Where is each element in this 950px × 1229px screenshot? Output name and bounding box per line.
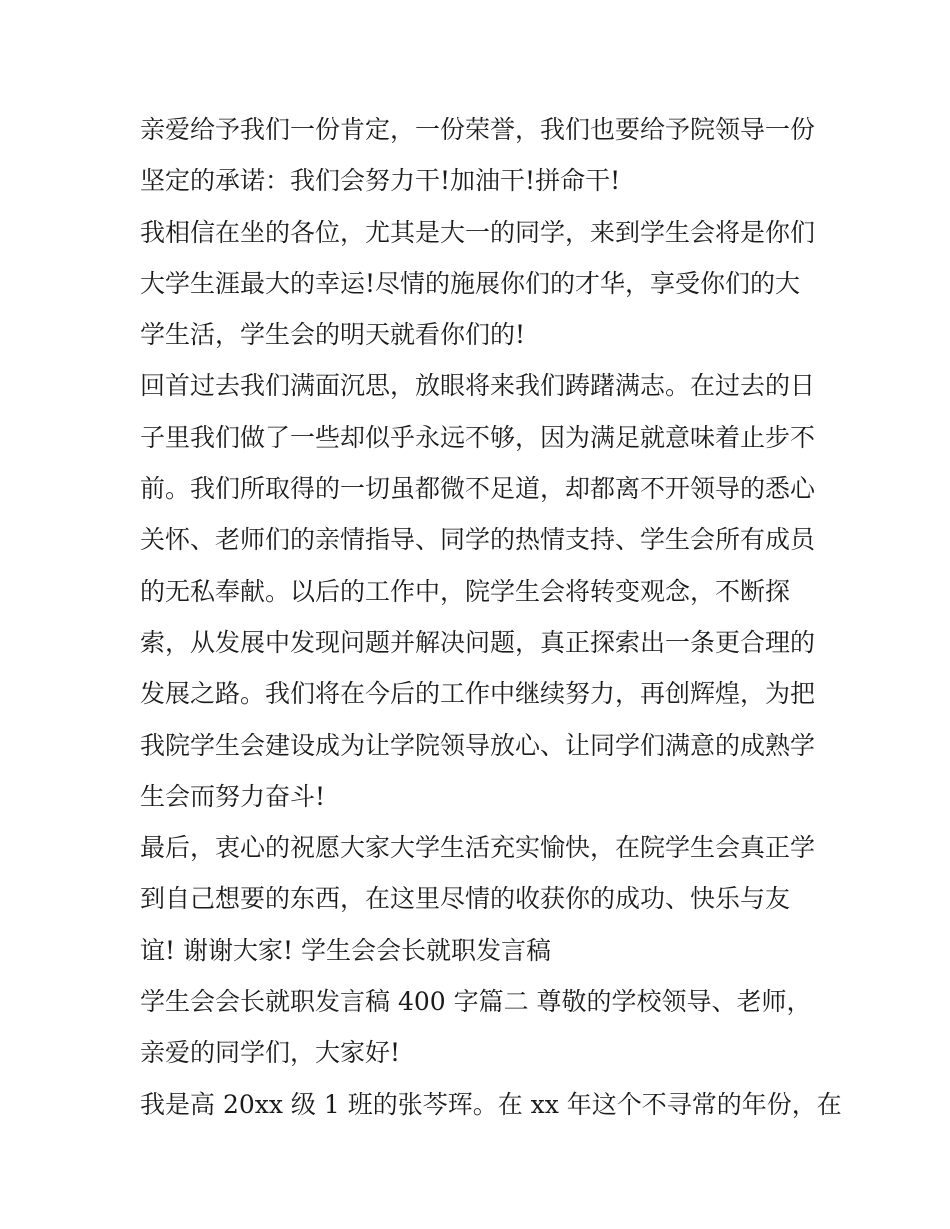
text-line: 我相信在坐的各位，尤其是大一的同学，来到学生会将是你们 xyxy=(140,217,816,247)
text-line: 我院学生会建设成为让学院领导放心、让同学们满意的成熟学 xyxy=(140,730,816,760)
text-line: 亲爱的同学们，大家好! xyxy=(140,1038,401,1068)
text-line: 索，从发展中发现问题并解决问题，真正探索出一条更合理的 xyxy=(140,627,816,657)
text-line: 发展之路。我们将在今后的工作中继续努力，再创辉煌，为把 xyxy=(140,679,816,709)
text-line: 回首过去我们满面沉思，放眼将来我们踌躇满志。在过去的日 xyxy=(140,371,816,401)
text-line: 学生活，学生会的明天就看你们的! xyxy=(140,320,526,350)
text-line: 谊! 谢谢大家! 学生会会长就职发言稿 xyxy=(140,935,551,965)
text-line: 前。我们所取得的一切虽都微不足道，却都离不开领导的悉心 xyxy=(140,474,816,504)
text-line: 到自己想要的东西，在这里尽情的收获你的成功、快乐与友 xyxy=(140,884,791,914)
text-line: 我是高 20xx 级 1 班的张芩珲。在 xx 年这个不寻常的年份，在 xyxy=(140,1089,842,1119)
text-line: 最后，衷心的祝愿大家大学生活充实愉快，在院学生会真正学 xyxy=(140,833,816,863)
text-line: 关怀、老师们的亲情指导、同学的热情支持、学生会所有成员 xyxy=(140,525,816,555)
text-line: 生会而努力奋斗! xyxy=(140,781,326,811)
body-text xyxy=(140,104,842,1130)
text-line: 大学生涯最大的幸运!尽情的施展你们的才华，享受你们的大 xyxy=(140,268,801,298)
text-line: 亲爱给予我们一份肯定，一份荣誉，我们也要给予院领导一份 xyxy=(140,115,816,144)
text-line: 学生会会长就职发言稿 400 字篇二 尊敬的学校领导、老师， xyxy=(140,987,812,1017)
text-line: 子里我们做了一些却似乎永远不够，因为满足就意味着止步不 xyxy=(140,422,816,452)
text-line: 的无私奉献。以后的工作中，院学生会将转变观念，不断探 xyxy=(140,576,791,606)
text-line: 坚定的承诺：我们会努力干!加油干!拼命干! xyxy=(140,166,621,196)
